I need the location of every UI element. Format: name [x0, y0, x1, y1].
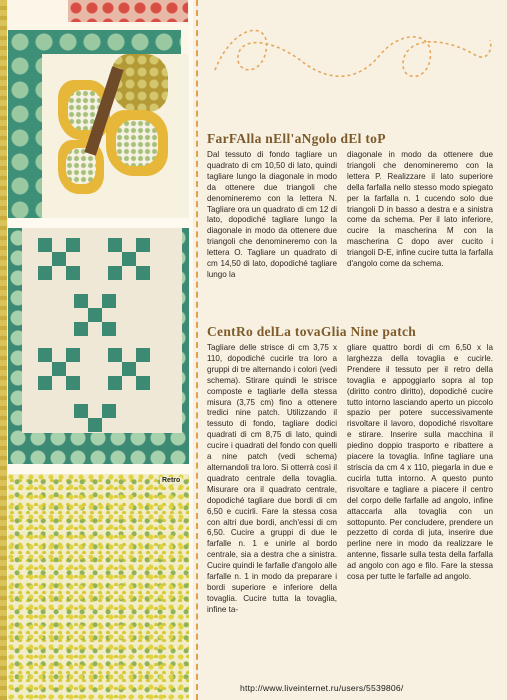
section1-text-right: diagonale in modo da ottenere due triangoli che denomineremo con la lettera P. Realizzare il lato superiore della farfalla nello stesso modo spiegato per la farfalla n. 1 cucendo solo due triangoli D in basso a destra e a sinistra come da schema. Per il lato inferiore, cucire la mascherina M con la mascherina C dopo aver cucito i triangoli D-E, infine cucire tutta la farfalla d'angolo come da schema. [347, 150, 493, 269]
red-dot-border [68, 0, 188, 22]
section2-text-left: Tagliare delle strisce di cm 3,75 x 110, dopodiché cucirle tra loro a gruppi di tre alternando i colori (vedi schema). Stirare quindi le strisce composte e tagliarle della stessa misura (3,75 cm) fino a ottenere tredici nine patch. Utilizzando il tessuto di fondo, tagliare dodici quadrati di cm 8,75 di lato, quindi cucire i quadrati del fondo con quelli a nine patch (vedi schema) alternandoli tra loro. Si otterrà così il quadrato centrale della tovaglia. Misurare ora il quadrato centrale, dopodiché tagliare due bordi di cm 6,50 e cucirli. Fare la stessa cosa con altri due bordi, anch'essi di cm 6,50. Cucire a gruppi di due le farfalle n. 1 e unirle al bordo centrale, sia a destra che a sinistra. Cucire quindi le farfalle d'angolo alle farfalle n. 1 in modo da preparare i bordi superiore e inferiore della tovaglia. Cucire tutta la tovaglia, infine ta- [207, 343, 337, 614]
nine-patch-photo [8, 228, 189, 464]
section1-column-right [347, 150, 493, 270]
page-edge-border [0, 0, 7, 700]
retro-fabric-photo [8, 474, 189, 700]
dashed-divider [196, 0, 200, 700]
butterfly-photo [8, 0, 189, 218]
section2-text-right: gliare quattro bordi di cm 6,50 x la larghezza della tovaglia e cucirle. Prendere il tessuto per il retro della tovaglia e appoggiarlo sopra al top (diritto contro diritto), dopodiché cucire tutto intorno lasciando aperto un piccolo spazio per potere successivamente risvoltare il lavoro, dopodiché risvoltare e stirare. Inserire sulla macchina il piedino doppio trasporto e ribattere a piacere la tovaglia. Infine tagliare una striscia da cm 4 x 110, piegarla in due e cucirla tutta intorno. A questo punto risvoltare e tagliare a piacere il centro del corpo delle farfalle ad angolo, infine attaccarla alla tovaglia con un sottopunto. Per concludere, prendere un pezzetto di corda di juta, inserire due perline nere in modo da realizzare le antenne, fissarle sulla testa della farfalla ad angolo con ago e filo. Fare la stessa cosa per tutte le farfalle ad angolo. [347, 343, 493, 582]
butterfly-wing-lower-right [106, 110, 168, 176]
retro-label: Retro [162, 477, 181, 484]
butterfly-wing-upper-right [112, 54, 168, 112]
source-url-watermark: http://www.liveinternet.ru/users/5539806/ [240, 683, 404, 693]
section2-column-left [207, 343, 337, 616]
section-title-nine-patch: CentRo delLa tovaGlia Nine patch [207, 324, 417, 339]
swirl-decoration-icon [205, 0, 495, 120]
section-title-corner-butterfly: FarFAlla nEll'aNgolo dEl toP [207, 131, 386, 146]
section1-text-left: Dal tessuto di fondo tagliare un quadrato di cm 10,50 di lato, quindi tagliare lungo la diagonale in modo da ottenere due triangoli che denomineremo con la lettera N. Tagliare ora un quadrato di cm 12 di lato, dopodiché tagliare lungo la diagonale in modo da ottenere due triangoli che denomineremo con la lettera O. Tagliare un quadrato di cm 14,50 di lato, dopodiché tagliare lungo la [207, 150, 337, 279]
section1-column-left [207, 150, 337, 281]
green-dot-border-left [8, 30, 42, 218]
section2-column-right [347, 343, 493, 583]
